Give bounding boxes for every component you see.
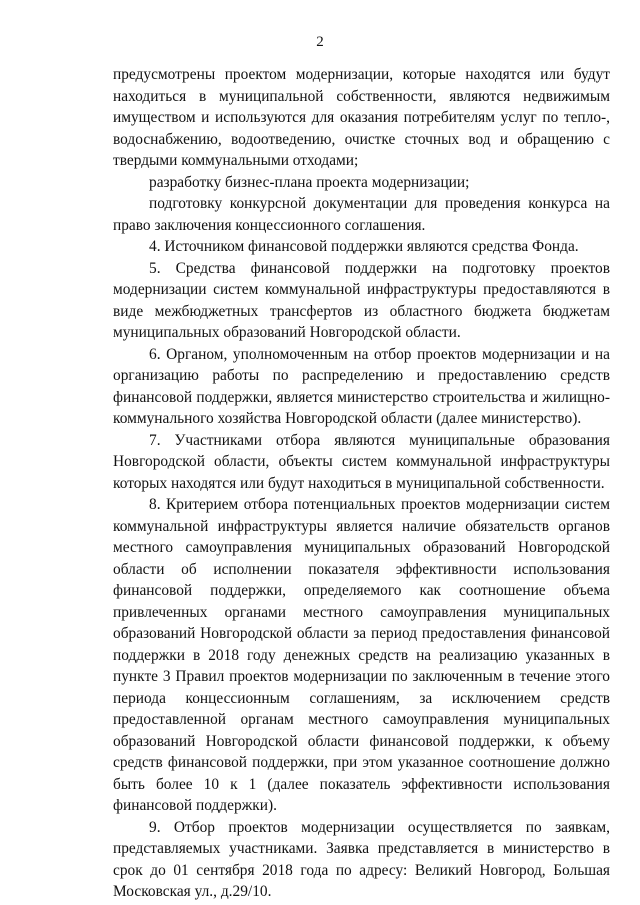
- paragraph-7: 7. Участниками отбора являются муниципальные образования Новгородской области, объекты систем коммунальной инфраструктуры которых находятся или будут находиться в муниципальной собственности.: [113, 431, 610, 492]
- paragraph-9: 9. Отбор проектов модернизации осуществляется по заявкам, представляемых участниками. Заявка представляется в министерство в срок до 01 сентября 2018 года по адресу: Великий Новгород, Большая Московская ул., д.29/10.: [113, 818, 610, 900]
- paragraph-8: 8. Критерием отбора потенциальных проектов модернизации систем коммунальной инфраструктуры является наличие обязательств органов местного самоуправления муниципальных образований Новгородской области об исполнении показателя эффективности использования финансовой поддержки, определяемого как соотношение объема привлеченных органами местного самоуправления муниципальных образований Новгородской области за период предоставления финансовой поддержки в 2018 году денежных средств на реализацию указанных в пункте 3 Правил проектов модернизации по заключенным в течение этого периода концессионным соглашениям, за исключением средств предоставленной органам местного самоуправления муниципальных образований Новгородской области финансовой поддержки, к объему средств финансовой поддержки, при этом указанное соотношение должно быть более 10 к 1 (далее показатель эффективности использования финансовой поддержки).: [113, 496, 610, 814]
- paragraph-continuation: предусмотрены проектом модернизации, которые находятся или будут находиться в муниципальной собственности, являются недвижимым имуществом и используются для оказания потребителям услуг по тепло-, водоснабжению, водоотведению, очистке сточных вод и обращению с твердыми коммунальными отходами;: [113, 66, 610, 169]
- paragraph-tender-docs: подготовку конкурсной документации для проведения конкурса на право заключения концессионного соглашения.: [113, 195, 610, 234]
- paragraph-business-plan: разработку бизнес-плана проекта модернизации;: [149, 173, 470, 191]
- page-number: 2: [316, 34, 324, 50]
- paragraph-5: 5. Средства финансовой поддержки на подготовку проектов модернизации систем коммунальной инфраструктуры предоставляются в виде межбюджетных трансфертов из областного бюджета бюджетам муниципальных образований Новгородской области.: [113, 259, 610, 341]
- paragraph-4: 4. Источником финансовой поддержки являются средства Фонда.: [149, 238, 579, 255]
- paragraph-6: 6. Органом, уполномоченным на отбор проектов модернизации и на организацию работы по распределению и предоставлению средств финансовой поддержки, является министерство строительства и жилищно-коммунального хозяйства Новгородской области (далее министерство).: [113, 345, 610, 427]
- document-body: [113, 64, 610, 903]
